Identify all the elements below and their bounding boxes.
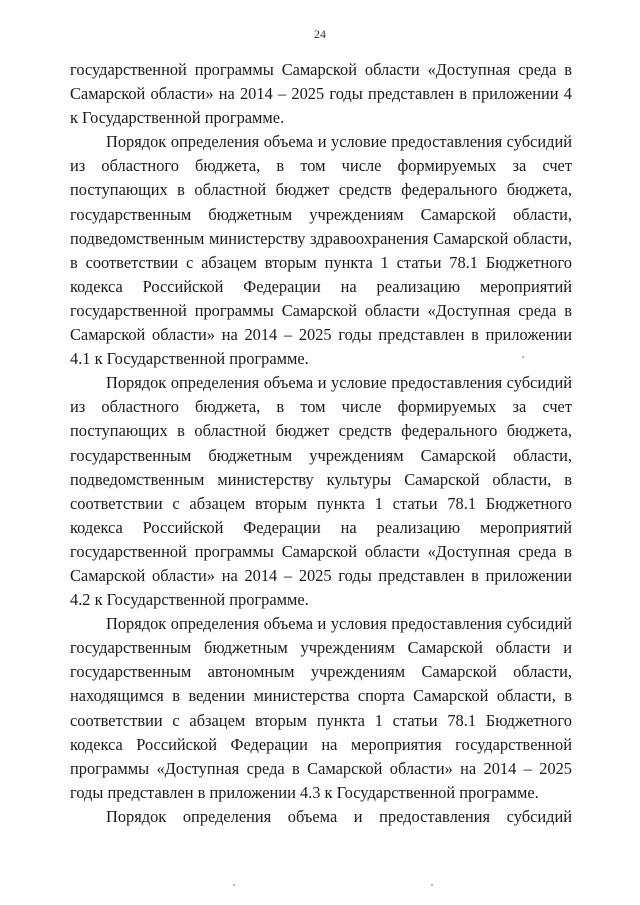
paragraph-health-ministry-subsidies: Порядок определения объема и условие предоставления субсидий из областного бюджета, в том числе формируемых за счет поступающих в областной бюджет средств федерального бюджета, государственным бюджетным учреждениям Самарской области, подведомственным министерству здравоохранения Самарской области, в соответствии с абзацем вторым пункта 1 статьи 78.1 Бюджетного кодекса Российской Федерации на реализацию мероприятий государственной программы Самарской области «Доступная среда в Самарской области» на 2014 – 2025 годы представлен в приложении 4.1 к Государственной программе. [70,132,572,369]
scan-artifact-dot [431,884,433,886]
paragraph-culture-ministry-subsidies: Порядок определения объема и условие предоставления субсидий из областного бюджета, в том числе формируемых за счет поступающих в областной бюджет средств федерального бюджета, государственным бюджетным учреждениям Самарской области, подведомственным министерству культуры Самарской области, в соответствии с абзацем вторым пункта 1 статьи 78.1 Бюджетного кодекса Российской Федерации на реализацию мероприятий государственной программы Самарской области «Доступная среда в Самарской области» на 2014 – 2025 годы представлен в приложении 4.2 к Государственной программе. [70,373,572,610]
page-number: 24 [314,27,326,41]
paragraph-continuation: государственной программы Самарской области «Доступная среда в Самарской области» на 2014 – 2025 годы представлен в приложении 4 к Государственной программе. [70,60,572,128]
document-body [70,58,572,829]
paragraph-subsidies-order-start: Порядок определения объема и предоставления субсидий [106,806,572,826]
paragraph-sport-ministry-subsidies: Порядок определения объема и условия предоставления субсидий государственным бюджетным учреждениям Самарской области и государственным автономным учреждениям Самарской области, находящимся в ведении министерства спорта Самарской области, в соответствии с абзацем вторым пункта 1 статьи 78.1 Бюджетного кодекса Российской Федерации на мероприятия государственной программы «Доступная среда в Самарской области» на 2014 – 2025 годы представлен в приложении 4.3 к Государственной программе. [70,614,572,802]
scan-artifact-dot [233,884,235,886]
scan-artifact-dot [522,356,524,358]
